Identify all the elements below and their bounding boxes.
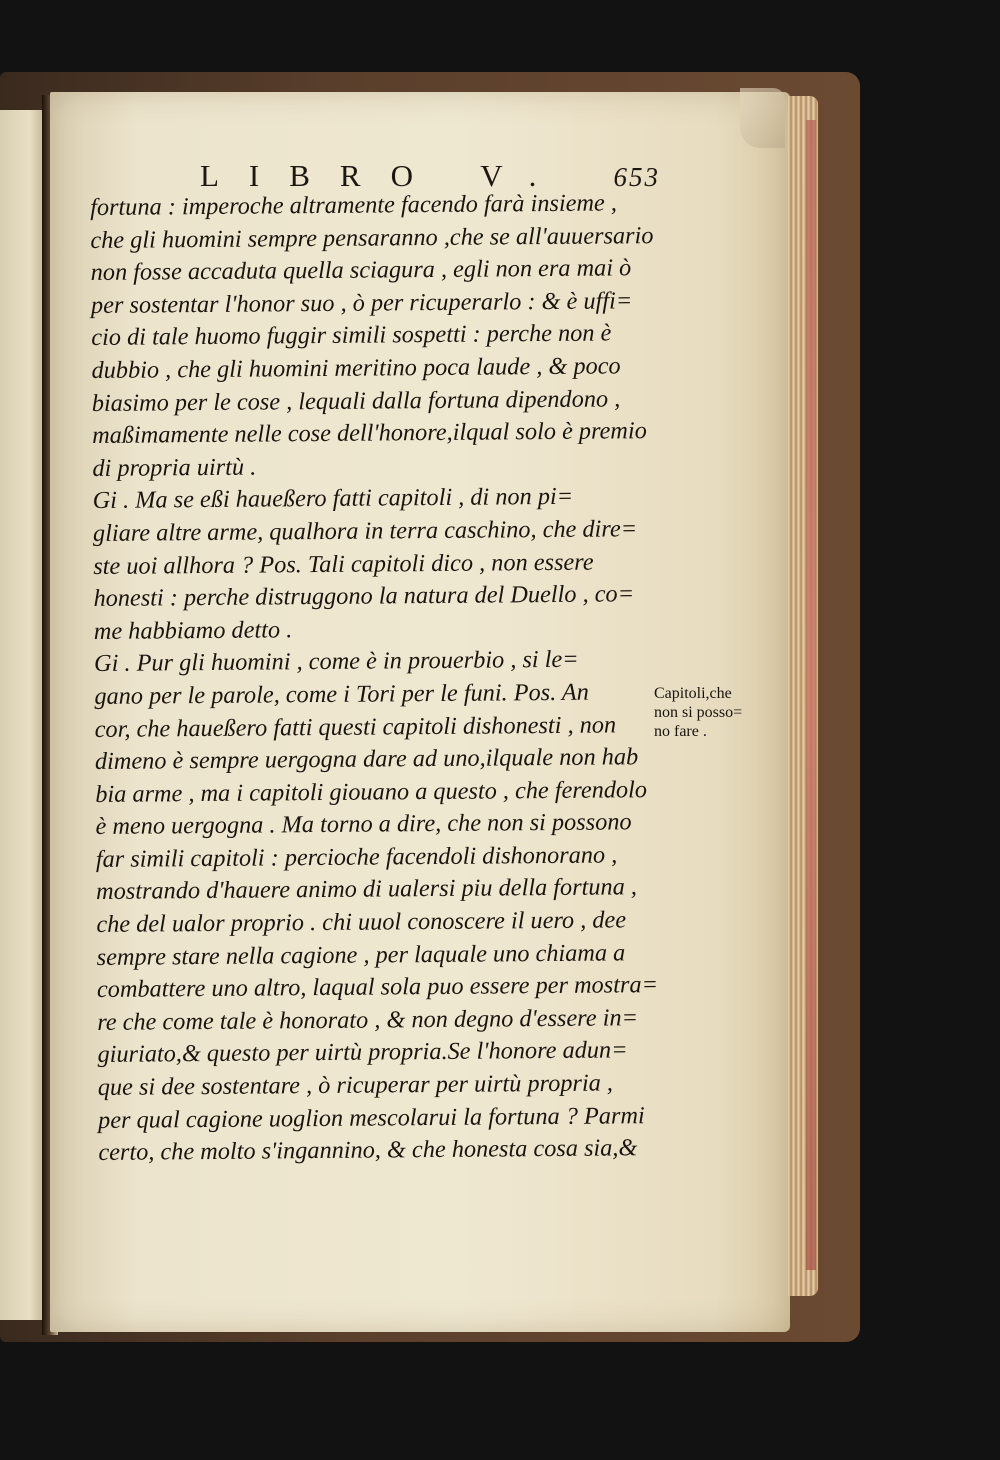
text-line: far simili capitoli : percioche facendoli dishonorano , <box>95 841 618 873</box>
text-line: gliare altre arme, qualhora in terra caschino, che dire= <box>92 515 638 547</box>
text-line: gano per le parole, come i Tori per le funi. Pos. An <box>94 678 589 710</box>
text-line: mostrando d'hauere animo di ualersi piu della fortuna , <box>95 873 638 906</box>
text-line: combattere uno altro, laqual sola puo essere per mostra= <box>96 971 659 1004</box>
page-number: 653 <box>613 162 660 192</box>
text-line: è meno uergogna . Ma torno a dire, che non si possono <box>95 808 632 841</box>
text-line: me habbiamo detto . <box>93 615 293 645</box>
text-line: sempre stare nella cagione , per laquale uno chiama a <box>96 939 626 971</box>
text-line: cio di tale huomo fuggir simili sospetti : perche non è <box>91 319 612 352</box>
red-page-edge <box>806 120 816 1270</box>
text-line: re che come tale è honorato , & non degno d'essere in= <box>97 1004 639 1036</box>
text-line: ste uoi allhora ? Pos. Tali capitoli dico , non essere <box>93 548 594 580</box>
body-text <box>90 187 679 1170</box>
text-line: non fosse accaduta quella sciagura , egli non era mai ò <box>90 254 632 287</box>
marginal-note-line: Capitoli,che <box>654 685 732 702</box>
text-line: que si dee sostentare , ò ricuperar per uirtù propria , <box>97 1069 614 1101</box>
text-line: maßimamente nelle cose dell'honore,ilqual solo è premio <box>92 417 647 450</box>
marginal-note <box>654 684 764 741</box>
text-line: honesti : perche distruggono la natura del Duello , co= <box>93 580 635 613</box>
page-corner-fold <box>740 88 785 148</box>
running-title: LIBRO V. <box>200 158 567 193</box>
text-line: fortuna : imperoche altramente facendo farà insieme , <box>90 189 618 221</box>
text-line: che del ualor proprio . chi uuol conoscere il uero , dee <box>96 906 627 939</box>
text-line: biasimo per le cose , lequali dalla fortuna dipendono , <box>91 384 621 417</box>
text-line: certo, che molto s'ingannino, & che honesta cosa sia,& <box>98 1134 638 1167</box>
left-page-edge <box>0 110 45 1320</box>
text-line: cor, che haueßero fatti questi capitoli dishonesti , non <box>94 710 617 743</box>
text-line: giuriato,& questo per uirtù propria.Se l'honore adun= <box>97 1036 628 1069</box>
text-line: dubbio , che gli huomini meritino poca laude , & poco <box>91 352 621 384</box>
text-line: per sostentar l'honor suo , ò per ricuperarlo : & è uffi= <box>90 287 633 319</box>
text-line: Gi . Ma se eßi haueßero fatti capitoli , di non pi= <box>92 483 574 515</box>
marginal-note-line: non si posso= <box>654 704 743 721</box>
text-line: che gli huomini sempre pensaranno ,che se all'auuersario <box>90 221 654 254</box>
text-line: per qual cagione uoglion mescolarui la fortuna ? Parmi <box>97 1101 645 1134</box>
text-line: dimeno è sempre uergogna dare ad uno,ilquale non hab <box>94 743 639 776</box>
text-line: di propria uirtù . <box>92 453 257 482</box>
text-line: bia arme , ma i capitoli giouano a questo , che ferendolo <box>95 775 648 808</box>
text-line: Gi . Pur gli huomini , come è in prouerbio , si le= <box>93 646 579 678</box>
marginal-note-line: no fare . <box>654 723 707 740</box>
